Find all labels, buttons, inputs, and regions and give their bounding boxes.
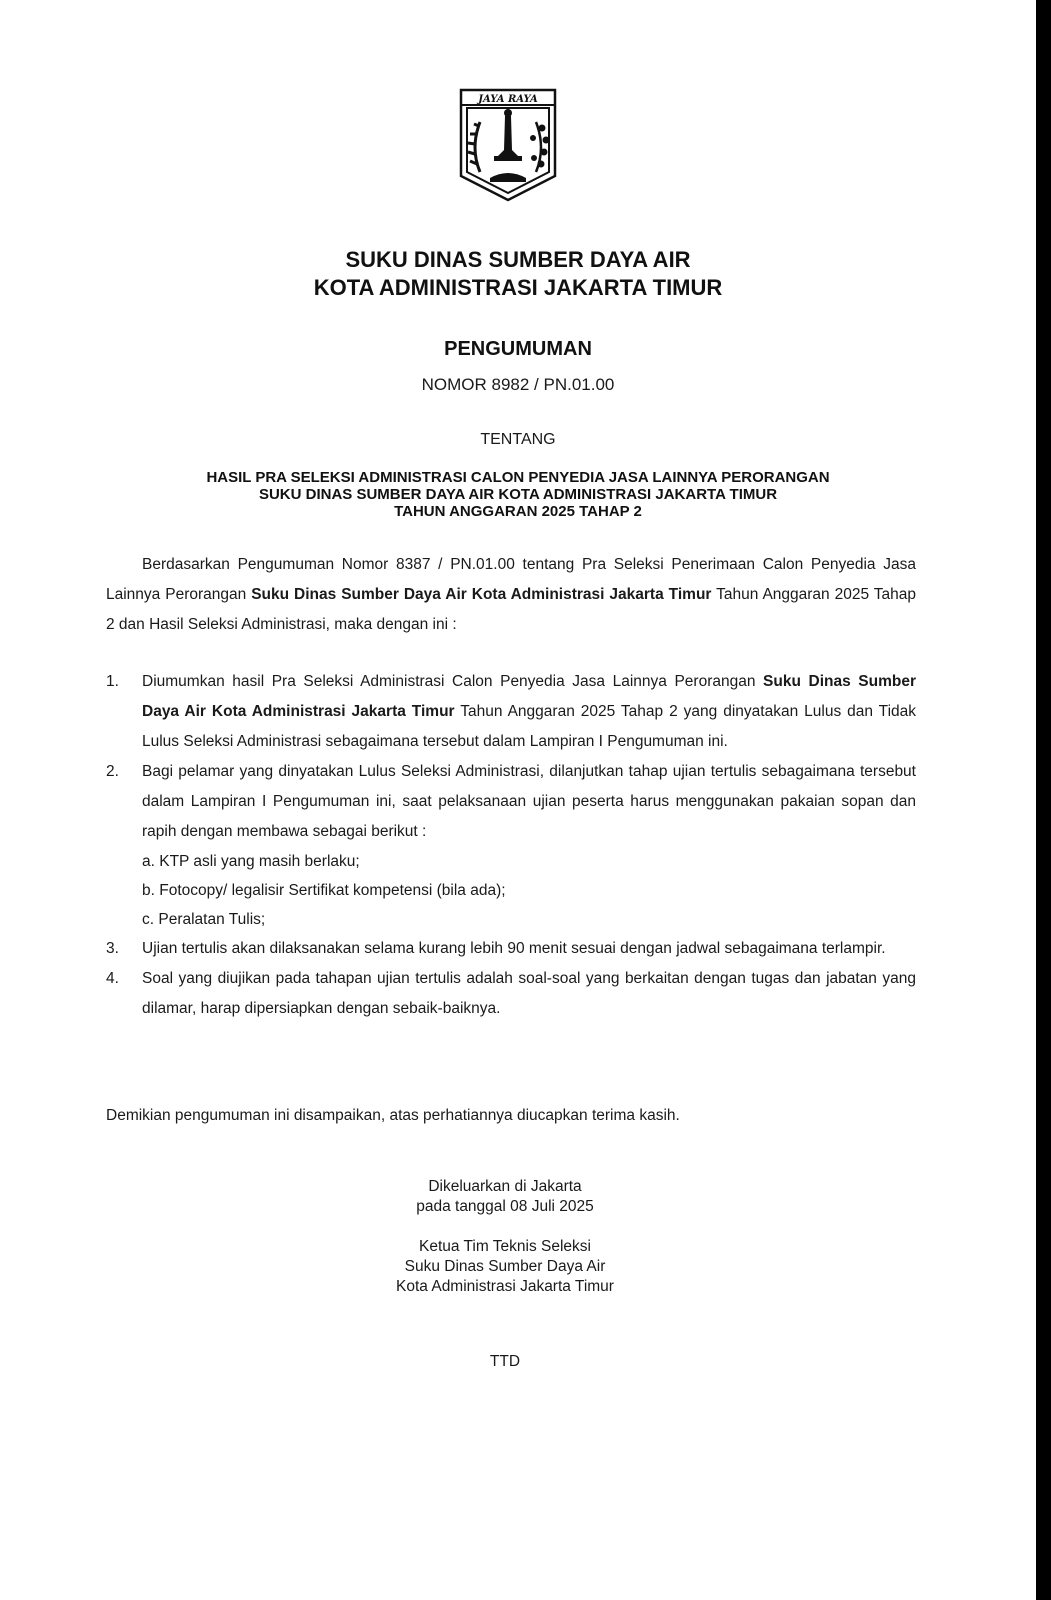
subject-heading — [0, 469, 1036, 520]
agency-line-1: SUKU DINAS SUMBER DAYA AIR — [345, 247, 691, 272]
signatory-role-line-3: Kota Administrasi Jakarta Timur — [396, 1278, 614, 1295]
sub-item-c: c. Peralatan Tulis; — [142, 911, 266, 928]
agency-line-2: KOTA ADMINISTRASI JAKARTA TIMUR — [313, 275, 723, 300]
list-item-1 — [106, 667, 916, 757]
subject-line-3: TAHUN ANGGARAN 2025 TAHAP 2 — [394, 503, 642, 520]
intro-text-2: Tahun Anggaran 2025 Tahap 2 dan Hasil Seleksi Administrasi, maka dengan ini : — [106, 586, 916, 633]
list-number: 1. — [106, 673, 119, 690]
subject-line-2: SUKU DINAS SUMBER DAYA AIR KOTA ADMINISTRASI JAKARTA TIMUR — [258, 486, 778, 503]
agency-name — [0, 246, 1036, 302]
numbered-list — [106, 667, 916, 1024]
sub-item-b: b. Fotocopy/ legalisir Sertifikat kompetensi (bila ada); — [142, 882, 506, 899]
list-item-3 — [106, 934, 916, 964]
jakarta-coat-of-arms-icon — [458, 88, 558, 202]
logo-motto: JAYA RAYA — [478, 94, 538, 105]
intro-agency-bold: Suku Dinas Sumber Daya Air Kota Administrasi Jakarta Timur — [251, 586, 712, 603]
list-item-4 — [106, 964, 916, 1024]
list-number: 4. — [106, 970, 119, 987]
issue-place-date — [0, 1177, 1010, 1217]
list-item-bold: Suku Dinas Sumber Daya Air Kota Administrasi Jakarta Timur — [142, 673, 916, 720]
sub-item-a: a. KTP asli yang masih berlaku; — [142, 853, 360, 870]
list-item-text: Soal yang diujikan pada tahapan ujian tertulis adalah soal-soal yang berkaitan dengan tugas dan jabatan yang dilamar, harap dipersiapkan dengan sebaik-baiknya. — [142, 970, 916, 1017]
closing-paragraph: Demikian pengumuman ini disampaikan, atas perhatiannya diucapkan terima kasih. — [106, 1107, 680, 1124]
list-item-text: Bagi pelamar yang dinyatakan Lulus Seleksi Administrasi, dilanjutkan tahap ujian tertulis sebagaimana tersebut dalam Lampiran I Pengumuman ini, saat pelaksanaan ujian peserta harus menggunakan pakaian sopan dan rapih dengan membawa sebagai berikut : — [142, 763, 916, 840]
about-label: TENTANG — [480, 431, 556, 448]
signatory-role — [0, 1237, 1010, 1297]
list-number: 2. — [106, 763, 119, 780]
issue-date: pada tanggal 08 Juli 2025 — [416, 1198, 594, 1215]
signatory-role-line-1: Ketua Tim Teknis Seleksi — [418, 1238, 591, 1255]
document-title: PENGUMUMAN — [444, 338, 592, 360]
intro-paragraph — [106, 550, 916, 640]
intro-text-1: Berdasarkan Pengumuman Nomor 8387 / PN.01.00 tentang Pra Seleksi Penerimaan Calon Penyedia Jasa Lainnya Perorangan — [106, 556, 916, 603]
list-item-2 — [106, 757, 916, 934]
list-number: 3. — [106, 940, 119, 957]
subject-line-1: HASIL PRA SELEKSI ADMINISTRASI CALON PENYEDIA JASA LAINNYA PERORANGAN — [206, 469, 830, 486]
list-item-text: Diumumkan hasil Pra Seleksi Administrasi Calon Penyedia Jasa Lainnya Perorangan — [142, 673, 764, 690]
signatory-role-line-2: Suku Dinas Sumber Daya Air — [404, 1258, 606, 1275]
issue-place: Dikeluarkan di Jakarta — [428, 1178, 582, 1195]
document-number: NOMOR 8982 / PN.01.00 — [421, 375, 615, 394]
list-item-text: Ujian tertulis akan dilaksanakan selama kurang lebih 90 menit sesuai dengan jadwal sebagaimana terlampir. — [142, 940, 886, 957]
signature-ttd: TTD — [489, 1353, 521, 1370]
list-item-text: Tahun Anggaran 2025 Tahap 2 yang dinyatakan Lulus dan Tidak Lulus Seleksi Administrasi sebagaimana tersebut dalam Lampiran I Pengumuman ini. — [142, 703, 917, 750]
